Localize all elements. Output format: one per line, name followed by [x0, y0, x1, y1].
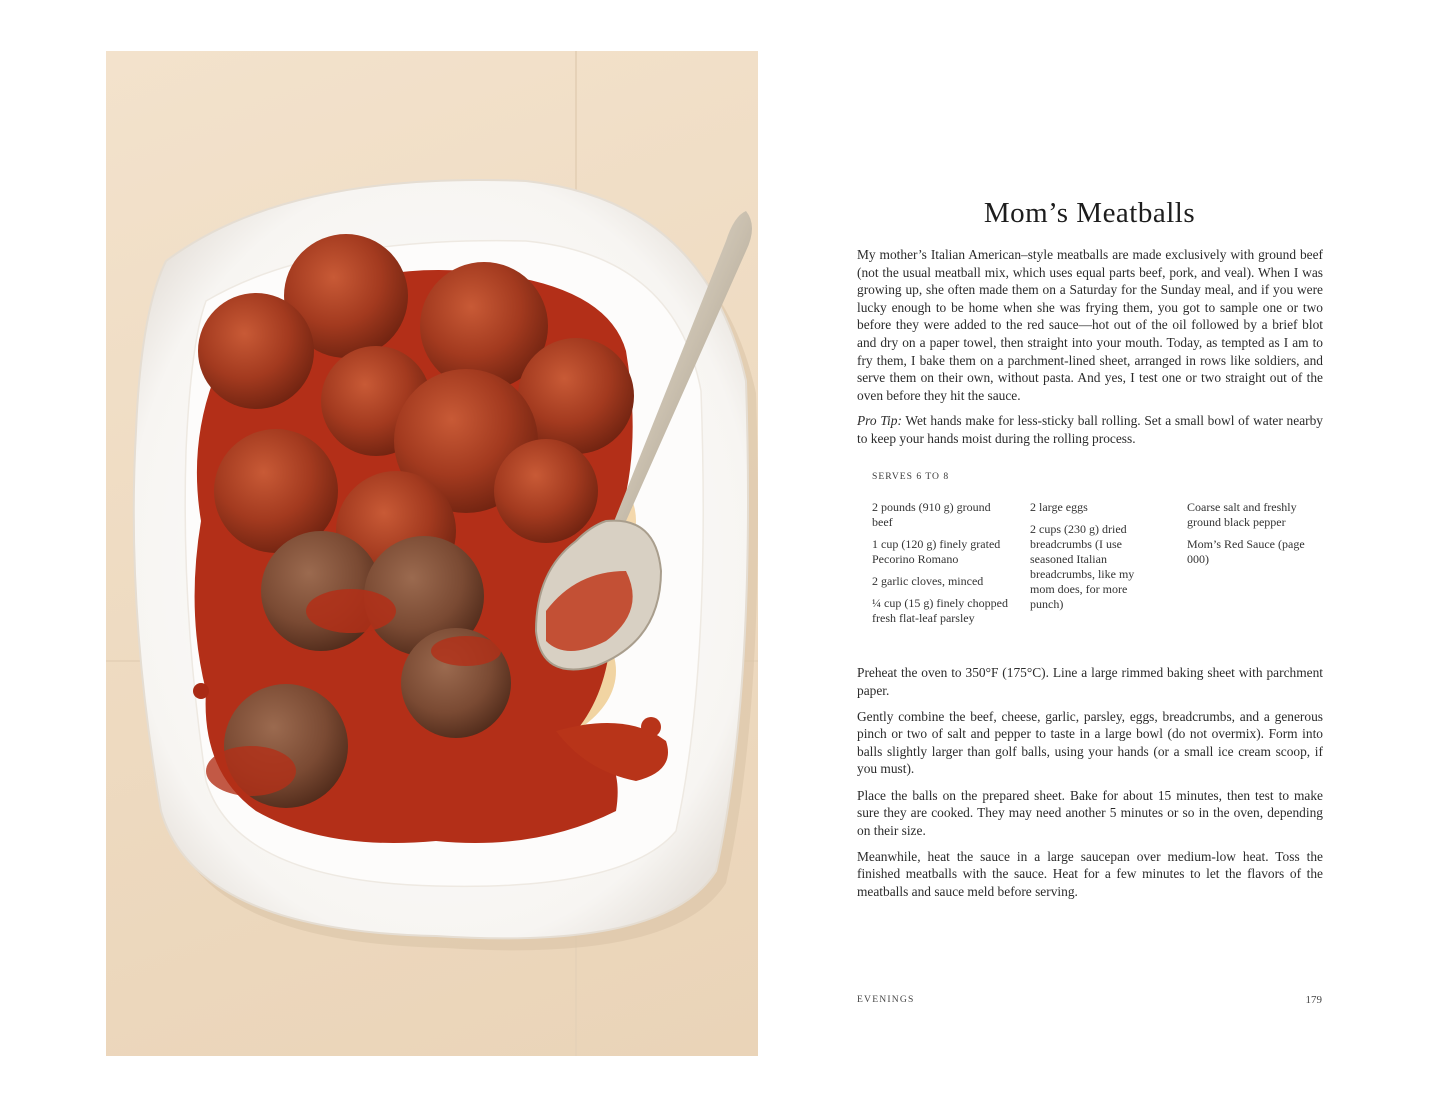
recipe-intro: My mother’s Italian American–style meatballs are made exclusively with ground beef (not the usual meatball mix, which uses equal parts beef, pork, and veal). When I was growing up, she often made them on a Saturday for the Sunday meal, and if you were lucky enough to be home when she was frying them, you got to sample one or two before they were added to the red sauce—hot out of the oil followed by a brief blot and dry on a paper towel, then straight into your mouth. Today, as tempted as I am to fry them, I bake them on a parchment-lined sheet, arranged in rows like soldiers, and serve them on their own, without pasta. And yes, I test one or two straight out of the oven before they hit the sauce. — [857, 247, 1323, 403]
ingredient: Coarse salt and freshly ground black pepper — [1187, 500, 1297, 529]
ingredient: 2 large eggs — [1030, 500, 1088, 514]
sauce-drop — [193, 683, 209, 699]
step: Gently combine the beef, cheese, garlic, parsley, eggs, breadcrumbs, and a generous pinch or two of salt and pepper to taste in a large bowl (do not overmix). Form into balls slightly larger than golf balls, using your hands (or a small ice cream scoop, if you must). — [857, 708, 1323, 777]
ingredients-column-1 — [872, 500, 1012, 633]
recipe-steps — [857, 664, 1323, 909]
ingredient: 2 garlic cloves, minced — [872, 574, 984, 588]
step: Preheat the oven to 350°F (175°C). Line a large rimmed baking sheet with parchment paper. — [857, 665, 1323, 698]
ingredient: 2 pounds (910 g) ground beef — [872, 500, 991, 529]
sauce-topping — [206, 746, 296, 796]
ingredients-column-3 — [1187, 500, 1322, 574]
sauce-topping — [306, 589, 396, 633]
recipe-title: Mom’s Meatballs — [983, 197, 1196, 230]
ingredient: ¼ cup (15 g) finely chopped fresh flat-leaf parsley — [872, 596, 1008, 625]
ingredient: 2 cups (230 g) dried breadcrumbs (I use seasoned Italian breadcrumbs, like my mom does, for more punch) — [1030, 522, 1135, 611]
serves-label: SERVES 6 TO 8 — [872, 471, 950, 482]
meatballs-photo-illustration — [106, 51, 758, 1056]
sauce-drop — [641, 717, 661, 737]
recipe-photo — [106, 51, 758, 1056]
ingredients-column-2 — [1030, 500, 1155, 619]
meatball — [198, 293, 314, 409]
ingredient: 1 cup (120 g) finely grated Pecorino Romano — [872, 537, 1001, 566]
meatball — [494, 439, 598, 543]
pro-tip-text: Wet hands make for less-sticky ball rolling. Set a small bowl of water nearby to keep your hands moist during the rolling process. — [857, 413, 1323, 446]
pro-tip-label: Pro Tip: — [857, 413, 902, 428]
step: Place the balls on the prepared sheet. Bake for about 15 minutes, then test to make sure they are cooked. They may need another 5 minutes or so in the oven, depending on their size. — [857, 787, 1323, 838]
page-number: 179 — [1305, 994, 1322, 1006]
ingredient: Mom’s Red Sauce (page 000) — [1187, 537, 1305, 566]
step: Meanwhile, heat the sauce in a large saucepan over medium-low heat. Toss the finished meatballs with the sauce. Heat for a few minutes to let the flavors of the meatballs and sauce meld before serving. — [857, 848, 1323, 900]
running-footer-section: EVENINGS — [857, 994, 915, 1005]
pro-tip — [857, 412, 1323, 447]
sauce-topping — [431, 636, 501, 666]
